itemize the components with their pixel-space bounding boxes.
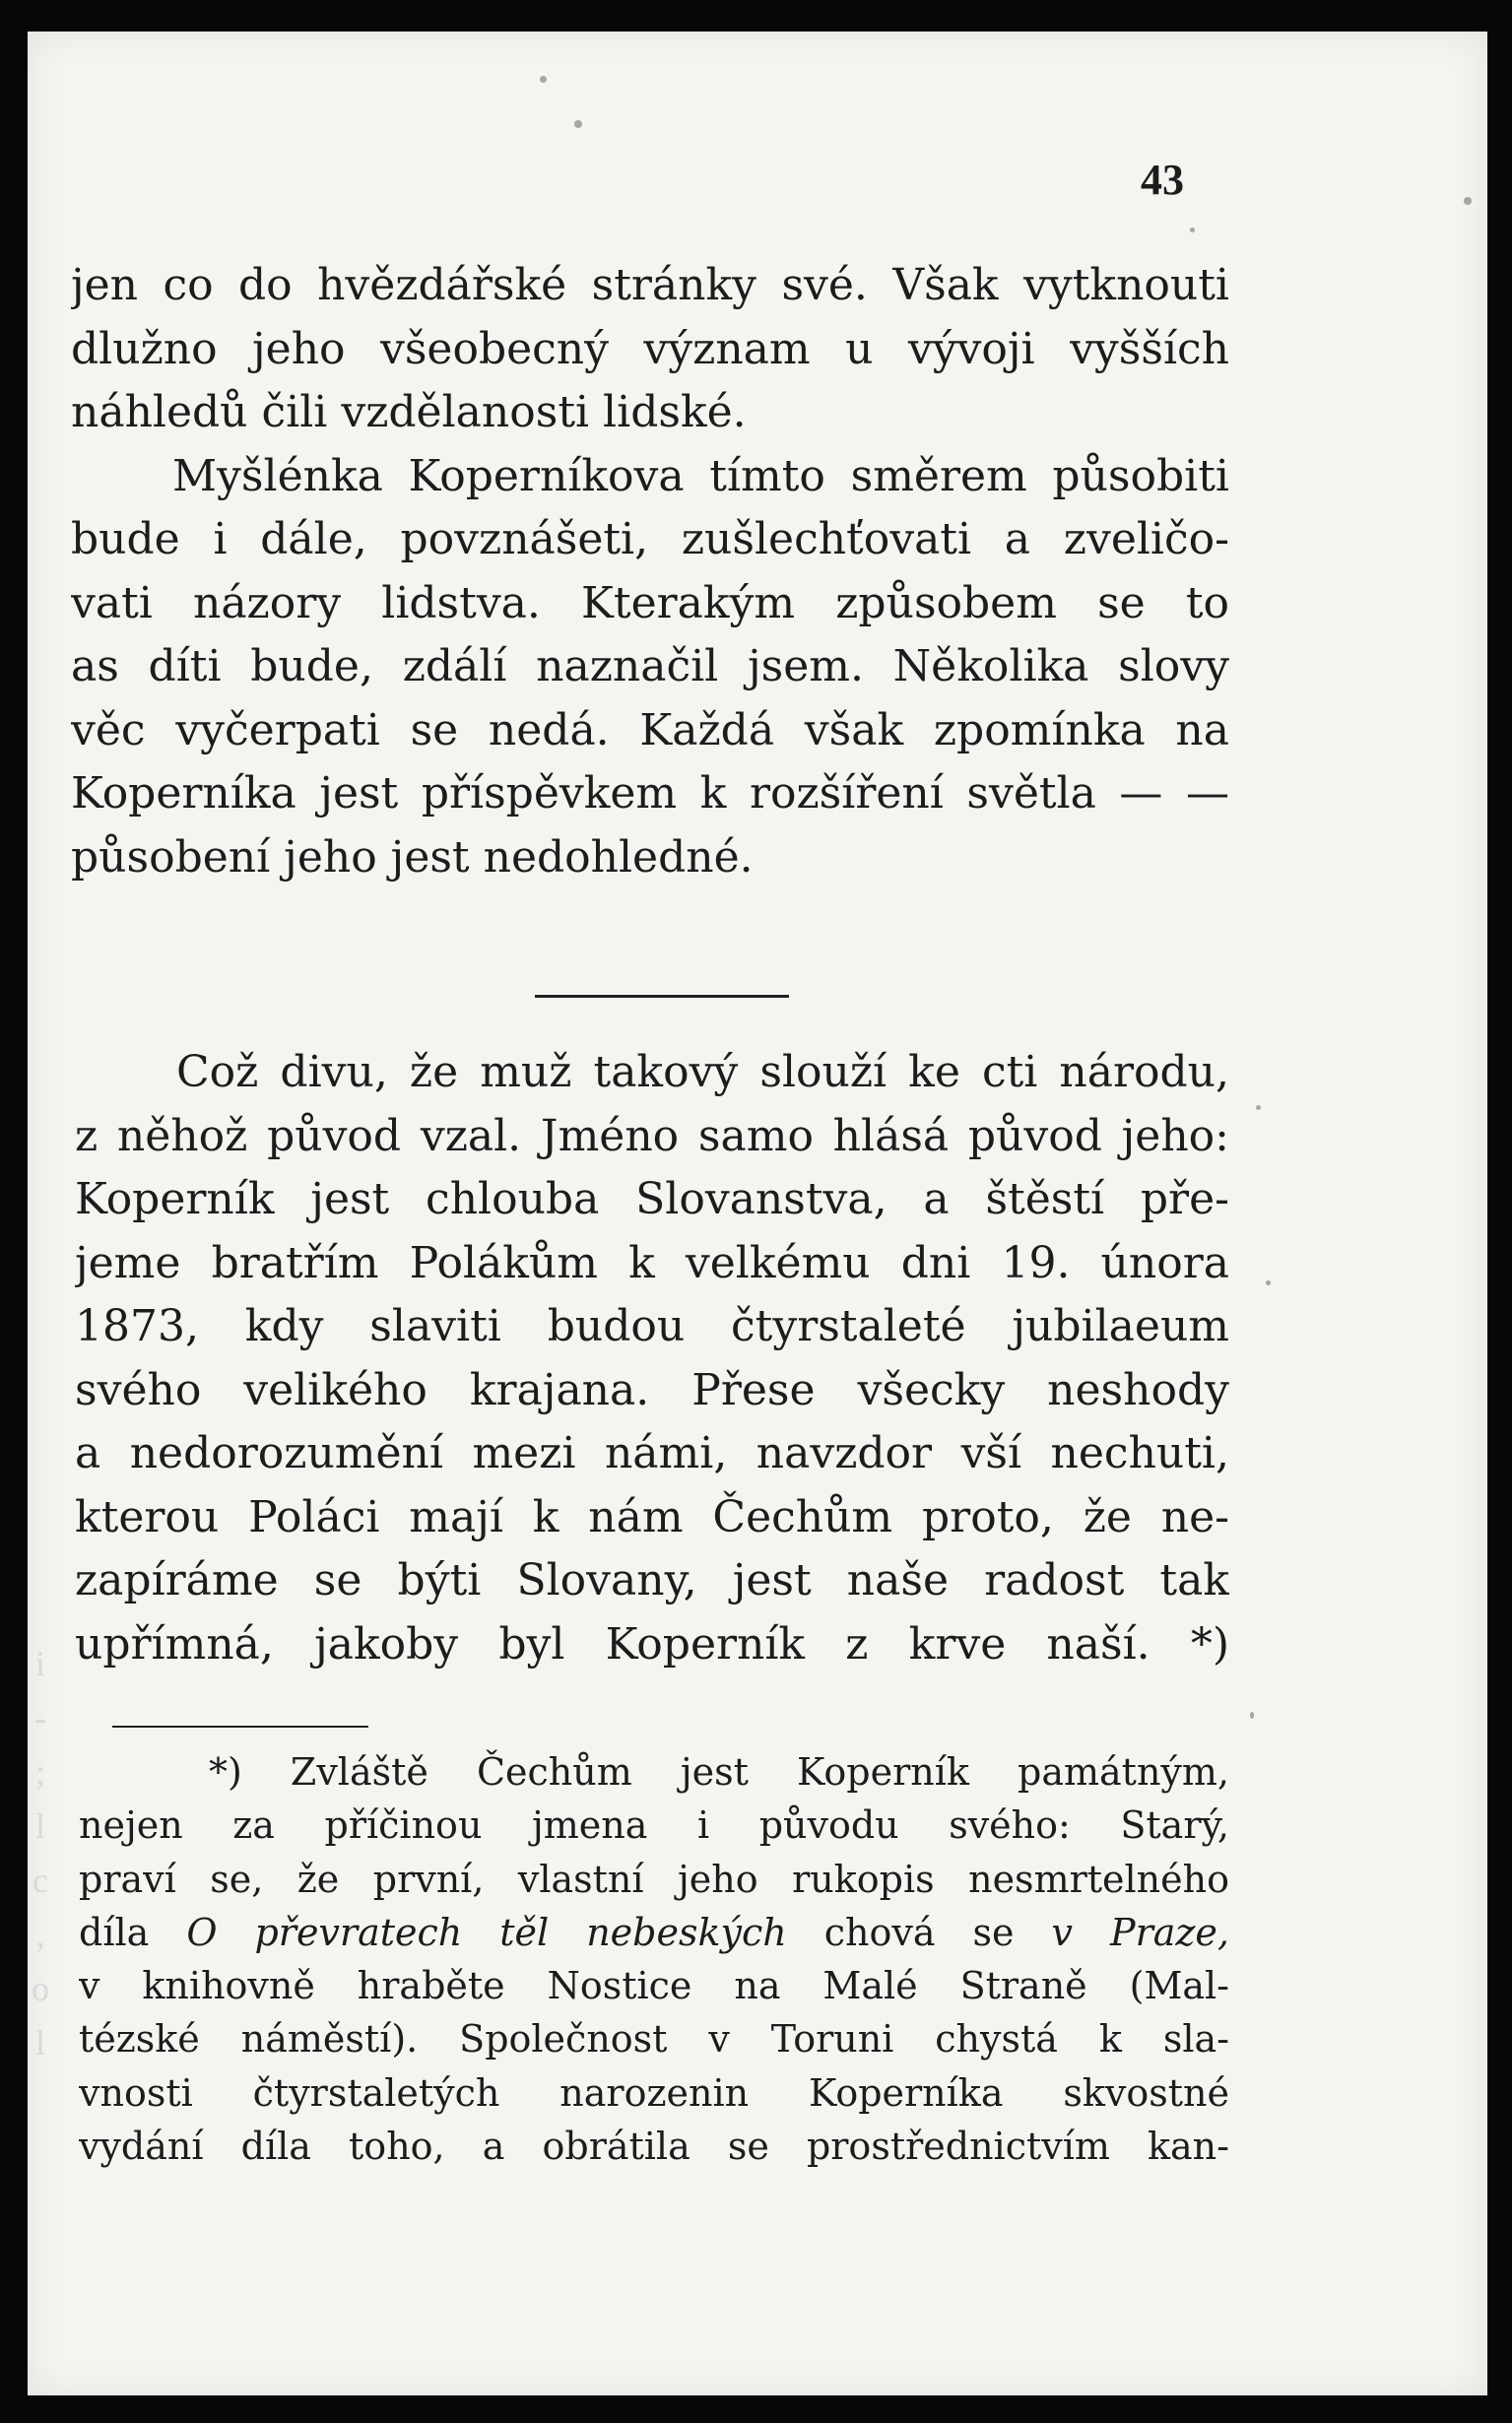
footnote-line: v knihovně hraběte Nostice na Malé Straně (Mal-: [79, 1964, 1229, 2008]
text-line: kterou Poláci mají k nám Čechům proto, že ne-: [75, 1491, 1229, 1542]
work-title: O převratech těl nebeských: [186, 1910, 787, 1954]
footnote-divider: [112, 1726, 368, 1728]
paper-speck: [1464, 197, 1472, 205]
margin-fragment: i: [34, 1644, 45, 1683]
text-line: Koperníka jest příspěvkem k rozšíření světla — —: [71, 768, 1229, 819]
text-line: svého velikého krajana. Přese všecky neshody: [75, 1364, 1229, 1415]
text-line: as díti bude, zdálí naznačil jsem. Několika slovy: [71, 641, 1229, 691]
text-line: 1873, kdy slaviti budou čtyrstaleté jubilaeum: [75, 1301, 1229, 1351]
margin-fragment: -: [34, 1698, 46, 1737]
text-line: vati názory lidstva. Kterakým způsobem se to: [71, 577, 1229, 628]
main-text-lower: [75, 1041, 1229, 1676]
text-line: Koperník jest chlouba Slovanstva, a štěstí pře-: [75, 1174, 1229, 1224]
footnote-line: praví se, že první, vlastní jeho rukopis nesmrtelného: [79, 1857, 1229, 1901]
text-line: věc vyčerpati se nedá. Každá však zpomínka na: [71, 704, 1229, 755]
footnote-line: vydání díla toho, a obrátila se prostřednictvím kan-: [79, 2125, 1229, 2169]
paper-speck: [1266, 1280, 1271, 1285]
text-line: upřímná, jakoby byl Koperník z krve naší. *): [75, 1618, 1229, 1670]
text-line: jeme bratřím Polákům k velkému dni 19. února: [75, 1237, 1229, 1288]
footnote: [79, 1745, 1229, 2173]
section-divider: [535, 995, 789, 998]
text-line: zapíráme se býti Slovany, jest naše radost tak: [75, 1555, 1229, 1605]
text-line: dlužno jeho všeobecný význam u vývoji vyšších: [71, 323, 1229, 374]
paper-speck: [574, 120, 582, 128]
paper-speck: [540, 76, 547, 83]
paper-speck: [1256, 1105, 1261, 1110]
margin-fragment: l: [34, 2023, 45, 2063]
text-line: působení jeho jest nedohledné.: [71, 831, 754, 883]
text-line: bude i dále, povznášeti, zušlechťovati a zveličo-: [71, 514, 1229, 564]
text-line: z něhož původ vzal. Jméno samo hlásá původ jeho:: [75, 1110, 1229, 1161]
place-name: v Praze,: [1051, 1910, 1229, 1954]
text-line: a nedorozumění mezi námi, navzdor vší nechuti,: [75, 1428, 1229, 1478]
text-line: jen co do hvězdářské stránky své. Však vytknouti: [71, 260, 1229, 310]
footnote-line: *) Zvláště Čechům jest Koperník památným,: [209, 1750, 1229, 1794]
footnote-line: tézské náměstí). Společnost v Toruni chystá k sla-: [79, 2017, 1229, 2062]
footnote-text: chová se: [823, 1910, 1052, 1954]
left-margin-fragments: [28, 1637, 53, 2149]
margin-fragment: ,: [35, 1915, 45, 1954]
paper-speck: [1250, 1712, 1254, 1719]
main-text-upper: [71, 254, 1229, 889]
margin-fragment: o: [32, 1969, 49, 2008]
text-line: náhledů čili vzdělanosti lidské.: [71, 387, 747, 437]
footnote-text: díla: [79, 1910, 187, 1954]
footnote-line: vnosti čtyrstaletých narozenin Koperníka skvostné: [79, 2070, 1229, 2115]
footnote-line-with-title: [79, 1906, 1229, 1959]
text-line: Myšlénka Koperníkova tímto směrem působiti: [172, 450, 1229, 501]
margin-fragment: c: [33, 1861, 48, 1900]
margin-fragment: ;: [34, 1752, 45, 1792]
margin-fragment: l: [34, 1806, 45, 1846]
paper-speck: [1190, 228, 1195, 232]
book-page: [28, 32, 1487, 2395]
page-number: 43: [1141, 156, 1184, 204]
footnote-line: nejen za příčinou jmena i původu svého: Starý,: [79, 1803, 1229, 1848]
text-line: Což divu, že muž takový slouží ke cti národu,: [176, 1047, 1229, 1097]
